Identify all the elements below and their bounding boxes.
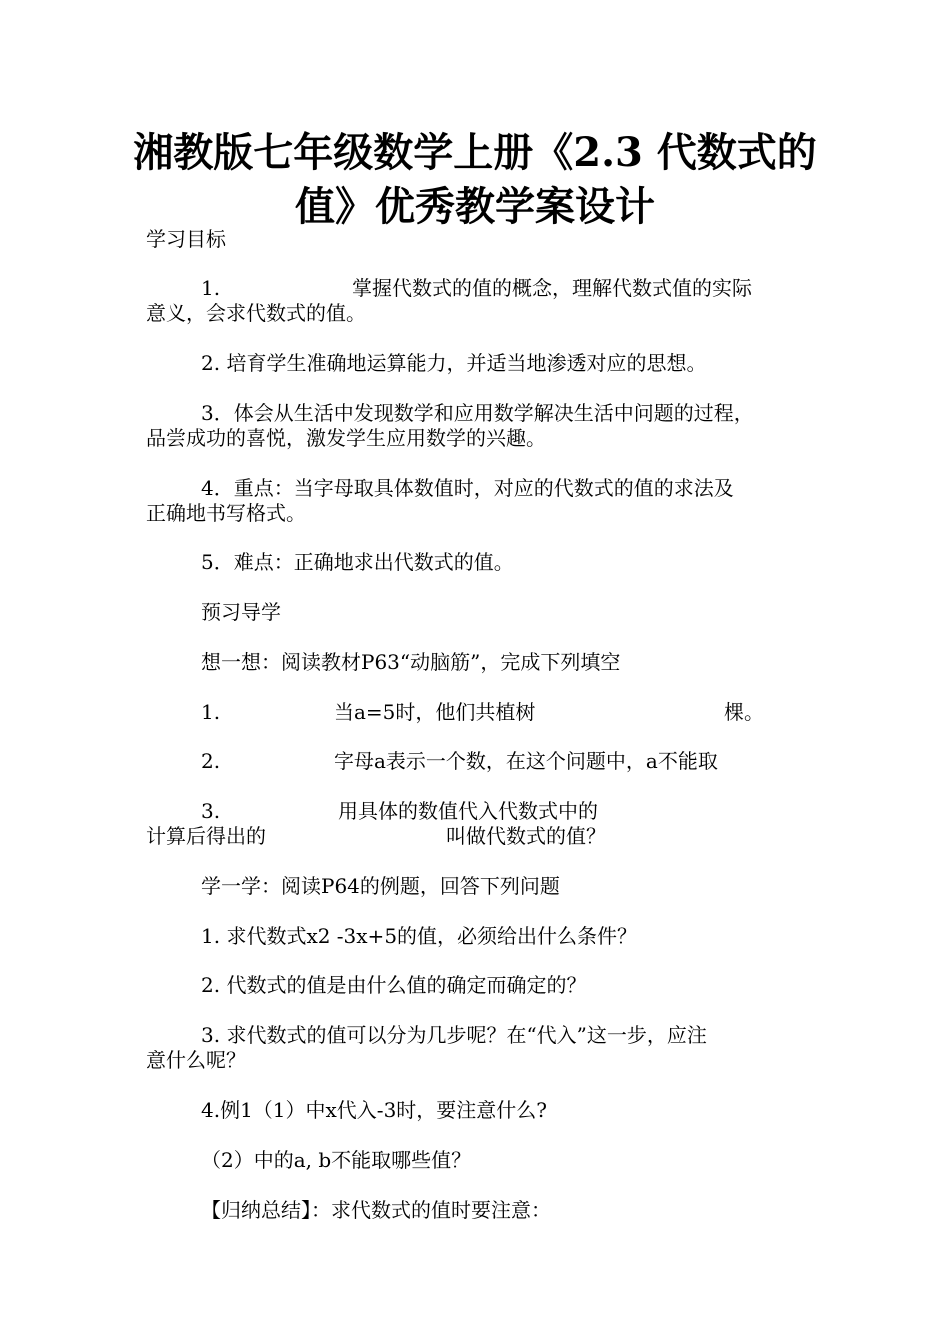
document-title-line-1: 湘教版七年级数学上册《2.3 代数式的 [133, 129, 817, 176]
goal-1-text: 掌握代数式的值的概念，理解代数式值的实际 [352, 276, 752, 300]
summary-heading: 【归纳总结】：求代数式的值时要注意： [201, 1198, 551, 1222]
goal-3-text-cont: 品尝成功的喜悦，激发学生应用数学的兴趣。 [146, 426, 546, 450]
think-q3-number: 3. [201, 799, 221, 823]
goal-4-text-cont: 正确地书写格式。 [146, 501, 306, 525]
learn-q1: 1. 求代数式x2 -3x+5的值，必须给出什么条件？ [201, 924, 638, 948]
goal-3-text: 3．体会从生活中发现数学和应用数学解决生活中问题的过程， [201, 401, 754, 425]
think-q1-text-end: 棵。 [724, 700, 764, 724]
learn-q3: 3. 求代数式的值可以分为几步呢？在“代入”这一步，应注 [201, 1023, 707, 1047]
learn-q2: 2. 代数式的值是由什么值的确定而确定的？ [201, 973, 587, 997]
section-heading-goals: 学习目标 [146, 227, 226, 251]
goal-5-text: 5．难点：正确地求出代数式的值。 [201, 550, 514, 574]
goal-2-text: 2. 培育学生准确地运算能力，并适当地渗透对应的思想。 [201, 351, 707, 375]
think-q2-text: 字母a表示一个数，在这个问题中，a不能取 [334, 749, 718, 773]
learn-q4: 4.例1（1）中x代入-3时，要注意什么? [201, 1098, 548, 1122]
think-q1-number: 1. [201, 700, 221, 724]
think-q3-text-cont: 计算后得出的 [146, 824, 266, 848]
goal-4-text: 4．重点：当字母取具体数值时，对应的代数式的值的求法及 [201, 476, 734, 500]
think-q3-text: 用具体的数值代入代数式中的 [338, 799, 598, 823]
goal-1-number: 1. [201, 276, 221, 300]
document-title-line-2: 值》优秀教学案设计 [295, 183, 655, 230]
think-q2-number: 2. [201, 749, 221, 773]
goal-1-text-cont: 意义，会求代数式的值。 [146, 301, 366, 325]
learn-q4-sub: （2）中的a, b不能取哪些值？ [201, 1148, 472, 1172]
learn-intro: 学一学：阅读P64的例题，回答下列问题 [201, 874, 560, 898]
learn-q3-cont: 意什么呢？ [146, 1048, 246, 1072]
section-heading-preview: 预习导学 [201, 600, 281, 624]
think-intro: 想一想：阅读教材P63“动脑筋”，完成下列填空 [201, 650, 621, 674]
think-q1-text: 当a=5时，他们共植树 [334, 700, 536, 724]
think-q3-text-end: 叫做代数式的值？ [446, 824, 606, 848]
